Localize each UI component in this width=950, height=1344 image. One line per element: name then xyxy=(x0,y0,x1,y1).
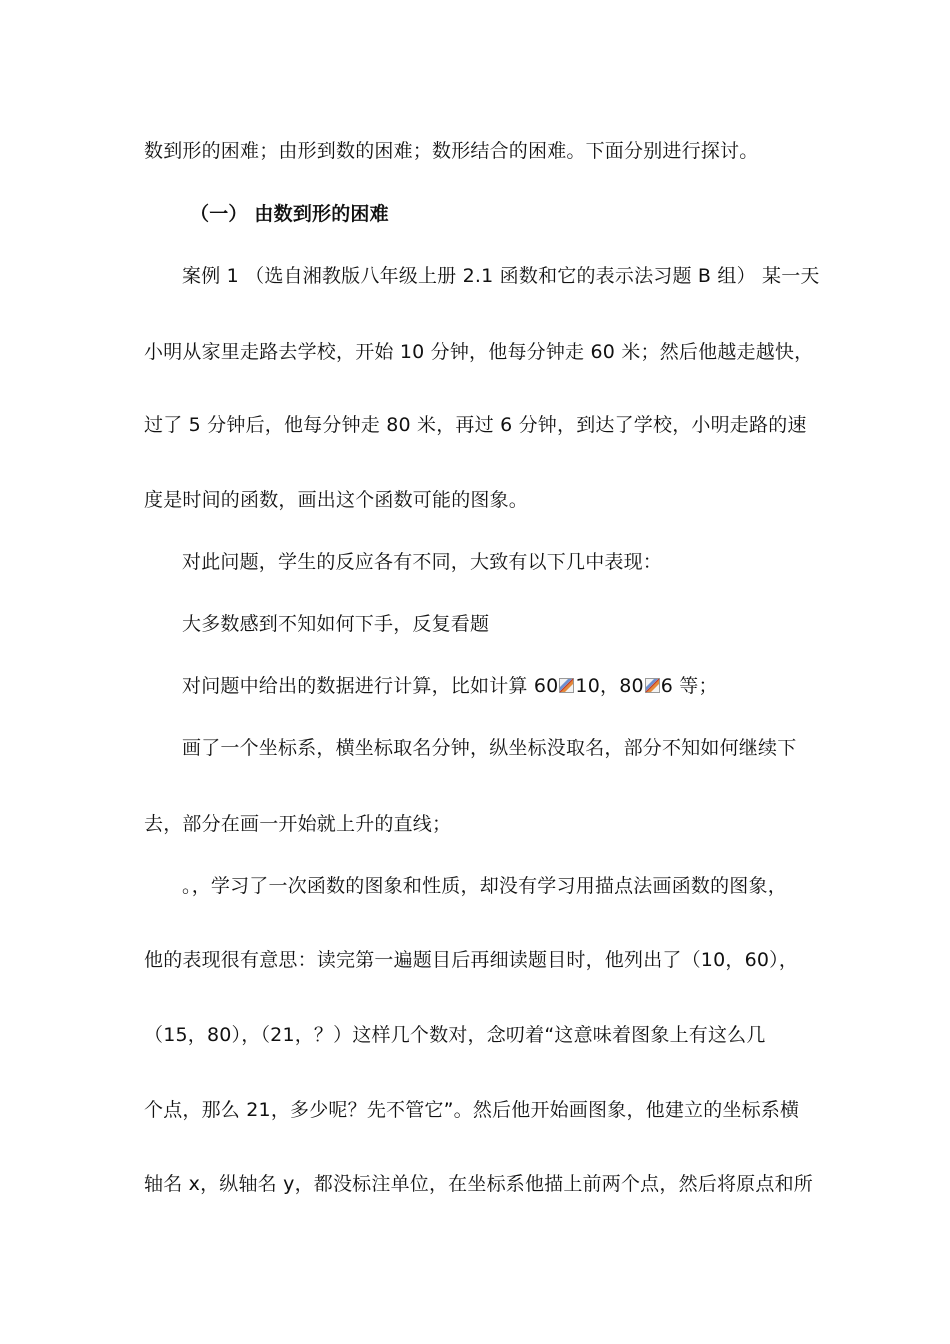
text-line: 去，部分在画一开始就上升的直线； xyxy=(144,813,452,835)
text-line: 。，学习了一次函数的图象和性质，却没有学习用描点法画函数的图象， xyxy=(182,875,787,897)
text-line: 对此问题，学生的反应各有不同，大致有以下几中表现： xyxy=(182,551,663,573)
calc-line xyxy=(182,674,718,698)
text-line: 他的表现很有意思：读完第一遍题目后再细读题目时，他列出了（10，60）， xyxy=(144,949,799,971)
division-symbol-icon xyxy=(559,678,574,693)
division-symbol-icon xyxy=(645,678,660,693)
text-line: 过了 5 分钟后，他每分钟走 80 米，再过 6 分钟，到达了学校，小明走路的速 xyxy=(144,414,807,436)
text-line: 个点，那么 21，多少呢？先不管它”。然后他开始画图象，他建立的坐标系横 xyxy=(144,1099,800,1121)
text-line: 案例 1 （选自湘教版八年级上册 2.1 函数和它的表示法习题 B 组） 某一天 xyxy=(182,265,820,287)
text-line: 小明从家里走路去学校，开始 10 分钟，他每分钟走 60 米；然后他越走越快， xyxy=(144,341,814,363)
calc-prefix: 对问题中给出的数据进行计算，比如计算 60 xyxy=(182,675,559,697)
text-line: 轴名 x，纵轴名 y，都没标注单位，在坐标系他描上前两个点，然后将原点和所 xyxy=(144,1173,813,1195)
text-line: 数到形的困难；由形到数的困难；数形结合的困难。下面分别进行探讨。 xyxy=(144,140,759,162)
text-line: 度是时间的函数，画出这个函数可能的图象。 xyxy=(144,489,529,511)
calc-suffix: 6 等； xyxy=(660,675,718,697)
text-line: （15，80），（21，？）这样几个数对，念叨着“这意味着图象上有这么几 xyxy=(144,1024,766,1046)
section-heading: （一） 由数到形的困难 xyxy=(190,203,389,225)
text-line: 大多数感到不知如何下手，反复看题 xyxy=(182,613,490,635)
calc-mid: 10，80 xyxy=(575,675,644,697)
text-line: 画了一个坐标系，横坐标取名分钟，纵坐标没取名，部分不知如何继续下 xyxy=(182,737,797,759)
